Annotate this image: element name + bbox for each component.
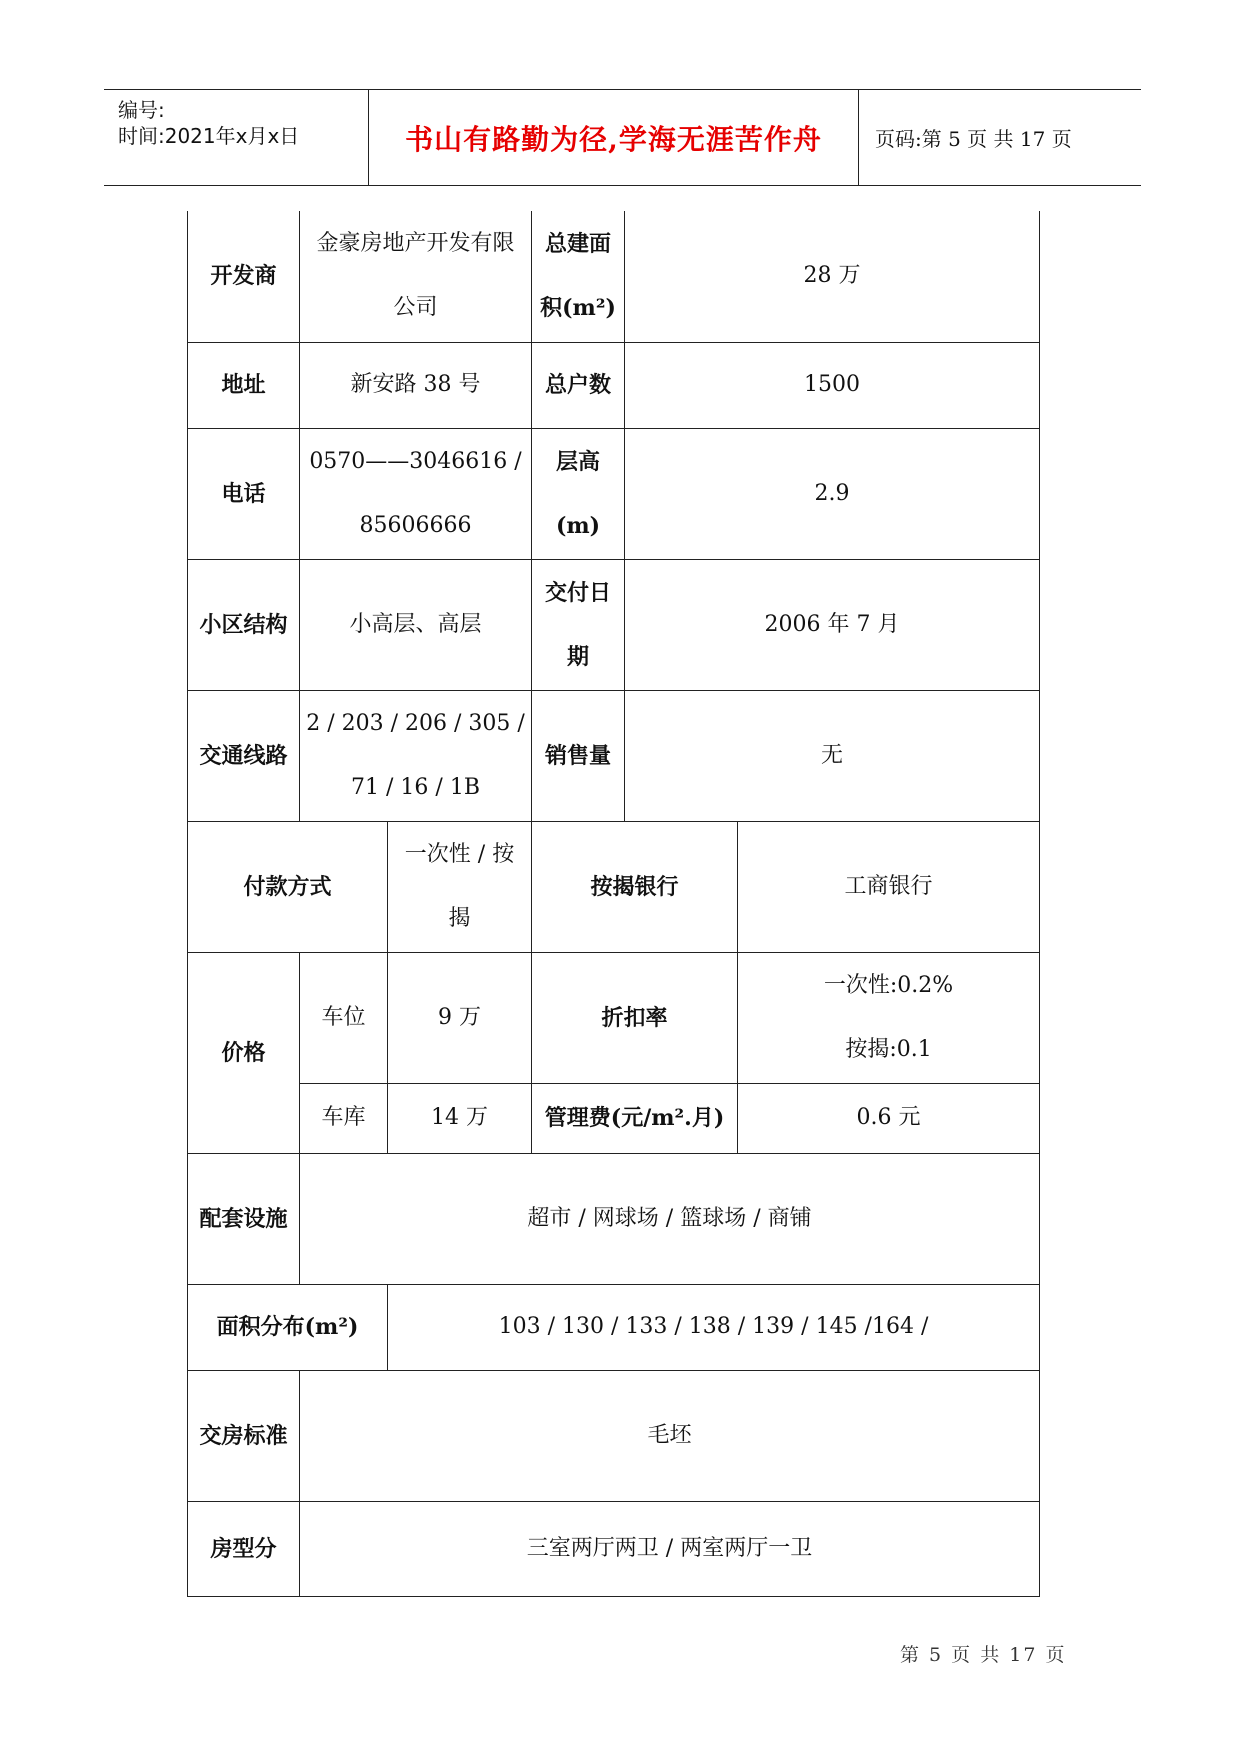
phone-value: 0570——3046616 / 85606666 [300,428,532,559]
handover-value: 毛坯 [300,1370,1040,1501]
room-type-value: 三室两厅两卫 / 两室两厅一卫 [300,1501,1040,1596]
header-motto: 书山有路勤为径,学海无涯苦作舟 [405,122,822,156]
transit-label: 交通线路 [188,690,300,821]
delivery-date-label: 交付日期 [532,559,625,690]
table-row [188,559,1040,690]
payment-value: 一次性 / 按揭 [388,821,532,952]
payment-label: 付款方式 [188,821,388,952]
table-row [188,1284,1040,1370]
facilities-value: 超市 / 网球场 / 篮球场 / 商铺 [300,1153,1040,1284]
bank-label: 按揭银行 [532,821,738,952]
table-row [188,342,1040,428]
header-motto-cell [369,90,859,185]
table-row [188,1501,1040,1596]
page-footer: 第 5 页 共 17 页 [900,1644,1067,1666]
room-type-label: 房型分 [188,1501,300,1596]
facilities-label: 配套设施 [188,1153,300,1284]
bank-value: 工商银行 [738,821,1040,952]
page-header [104,89,1141,186]
address-value: 新安路 38 号 [300,342,532,428]
table-row [188,690,1040,821]
mgmt-fee-value: 0.6 元 [738,1083,1040,1153]
discount-label: 折扣率 [532,952,738,1083]
header-page-cell [859,90,1141,185]
transit-value: 2 / 203 / 206 / 305 / 71 / 16 / 1B [300,690,532,821]
garage-label: 车库 [300,1083,388,1153]
structure-value: 小高层、高层 [300,559,532,690]
address-label: 地址 [188,342,300,428]
floor-height-label: 层高(m) [532,428,625,559]
parking-price: 9 万 [388,952,532,1083]
structure-label: 小区结构 [188,559,300,690]
table-row [188,428,1040,559]
price-label: 价格 [188,952,300,1153]
area-dist-label: 面积分布(m²) [188,1284,388,1370]
discount-line-1: 一次性:0.2% [823,972,954,998]
sales-label: 销售量 [532,690,625,821]
property-info-table [187,211,1040,1597]
table-row [188,1083,1040,1153]
developer-label: 开发商 [188,211,300,342]
document-number-label: 编号: [118,98,165,122]
document-time-label: 时间:2021年x月x日 [118,124,300,148]
header-page-info: 页码:第 5 页 共 17 页 [875,127,1072,151]
total-area-label: 总建面积(m²) [532,211,625,342]
developer-value: 金豪房地产开发有限公司 [300,211,532,342]
total-area-value: 28 万 [625,211,1040,342]
table-row [188,1370,1040,1501]
table-row [188,1153,1040,1284]
parking-label: 车位 [300,952,388,1083]
table-row [188,952,1040,1083]
handover-label: 交房标准 [188,1370,300,1501]
garage-price: 14 万 [388,1083,532,1153]
table-row [188,211,1040,342]
households-value: 1500 [625,342,1040,428]
table-row [188,821,1040,952]
discount-value [738,952,1040,1083]
floor-height-value: 2.9 [625,428,1040,559]
delivery-date-value: 2006 年 7 月 [625,559,1040,690]
discount-line-2: 按揭:0.1 [845,1036,932,1062]
phone-label: 电话 [188,428,300,559]
sales-value: 无 [625,690,1040,821]
header-meta [104,90,369,185]
households-label: 总户数 [532,342,625,428]
mgmt-fee-label: 管理费(元/m².月) [532,1083,738,1153]
area-dist-value: 103 / 130 / 133 / 138 / 139 / 145 /164 / [388,1284,1040,1370]
